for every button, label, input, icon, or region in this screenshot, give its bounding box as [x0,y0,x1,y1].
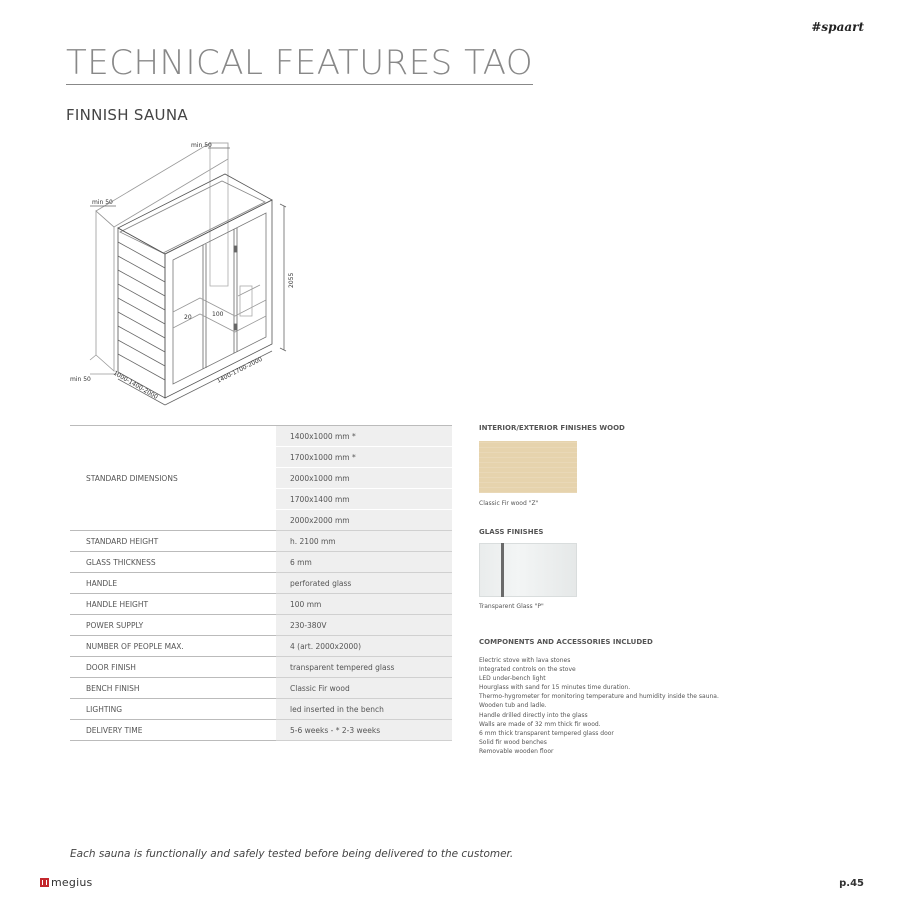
spec-value-dimension: 2000x1000 mm [276,468,452,489]
dim-min-top-label: min 50 [191,142,212,149]
spec-table [70,425,452,741]
dim-20-label: 20 [184,314,192,321]
brand-tag: #spaart [811,20,864,34]
sauna-technical-drawing [60,136,310,406]
spec-value: led inserted in the bench [276,699,452,720]
table-row [70,573,452,594]
spec-value-dimension: 1700x1400 mm [276,489,452,510]
components-heading: COMPONENTS AND ACCESSORIES INCLUDED [479,638,653,646]
table-row [70,552,452,573]
table-row [70,678,452,699]
spec-label: STANDARD HEIGHT [70,531,276,552]
wood-finishes-heading: INTERIOR/EXTERIOR FINISHES WOOD [479,424,625,432]
list-item: Electric stove with lava stones [479,657,571,664]
dim-depth-label: 1000-1400-2000 [112,369,159,401]
wood-finish-swatch [479,441,577,493]
megius-logo [40,876,92,889]
spec-label: DELIVERY TIME [70,720,276,741]
spec-label: DOOR FINISH [70,657,276,678]
list-item: Removable wooden floor [479,747,554,755]
page-number: p.45 [839,878,864,889]
dim-100-label: 100 [212,311,224,318]
spec-label: BENCH FINISH [70,678,276,699]
spec-label: POWER SUPPLY [70,615,276,636]
spec-label: HANDLE [70,573,276,594]
list-item: Walls are made of 32 mm thick fir wood. [479,720,601,728]
spec-label: GLASS THICKNESS [70,552,276,573]
components-list [479,656,719,756]
spec-label: HANDLE HEIGHT [70,594,276,615]
table-row [70,594,452,615]
list-item: LED under-bench light [479,675,546,683]
spec-value: 230-380V [276,615,452,636]
megius-logo-icon [40,878,49,887]
spec-label-standard-dimensions: STANDARD DIMENSIONS [70,426,276,531]
spec-value: Classic Fir wood [276,678,452,699]
table-row [70,615,452,636]
glass-finish-swatch [479,543,577,597]
list-item: Integrated controls on the stove [479,666,576,674]
spec-value: h. 2100 mm [276,531,452,552]
section-title: FINNISH SAUNA [66,106,188,124]
spec-value: transparent tempered glass [276,657,452,678]
list-item: Wooden tub and ladle. [479,702,547,710]
table-row [70,657,452,678]
table-row [70,531,452,552]
spec-value: 100 mm [276,594,452,615]
spec-value: 6 mm [276,552,452,573]
list-item: Solid fir wood benches [479,738,547,746]
list-item: Thermo-hygrometer for monitoring temperature and humidity inside the sauna. [479,693,719,701]
wood-finish-caption: Classic Fir wood "Z" [479,500,539,507]
table-row [70,699,452,720]
spec-value-dimension: 1700x1000 mm * [276,447,452,468]
spec-value: perforated glass [276,573,452,594]
glass-finishes-heading: GLASS FINISHES [479,528,544,536]
dim-width-label: 1400-1700-2000 [215,355,264,385]
logo-text: megius [51,876,93,889]
spec-label: NUMBER OF PEOPLE MAX. [70,636,276,657]
table-row [70,720,452,741]
dim-height-label: 2055 [288,272,295,288]
list-item: Hourglass with sand for 15 minutes time duration. [479,684,631,692]
list-item: 6 mm thick transparent tempered glass door [479,729,614,737]
dim-min-bottom-label: min 50 [70,376,91,383]
page-title: TECHNICAL FEATURES TAO [66,43,534,83]
list-item: Handle drilled directly into the glass [479,711,588,719]
glass-finish-caption: Transparent Glass "P" [479,603,544,610]
spec-label: LIGHTING [70,699,276,720]
spec-value-dimension: 2000x2000 mm [276,510,452,531]
footer-note: Each sauna is functionally and safely tested before being delivered to the customer. [70,848,514,860]
spec-value: 4 (art. 2000x2000) [276,636,452,657]
table-row [70,636,452,657]
spec-value: 5-6 weeks - * 2-3 weeks [276,720,452,741]
dim-min-left-label: min 50 [92,199,113,206]
table-row [70,426,452,447]
spec-value-dimension: 1400x1000 mm * [276,426,452,447]
